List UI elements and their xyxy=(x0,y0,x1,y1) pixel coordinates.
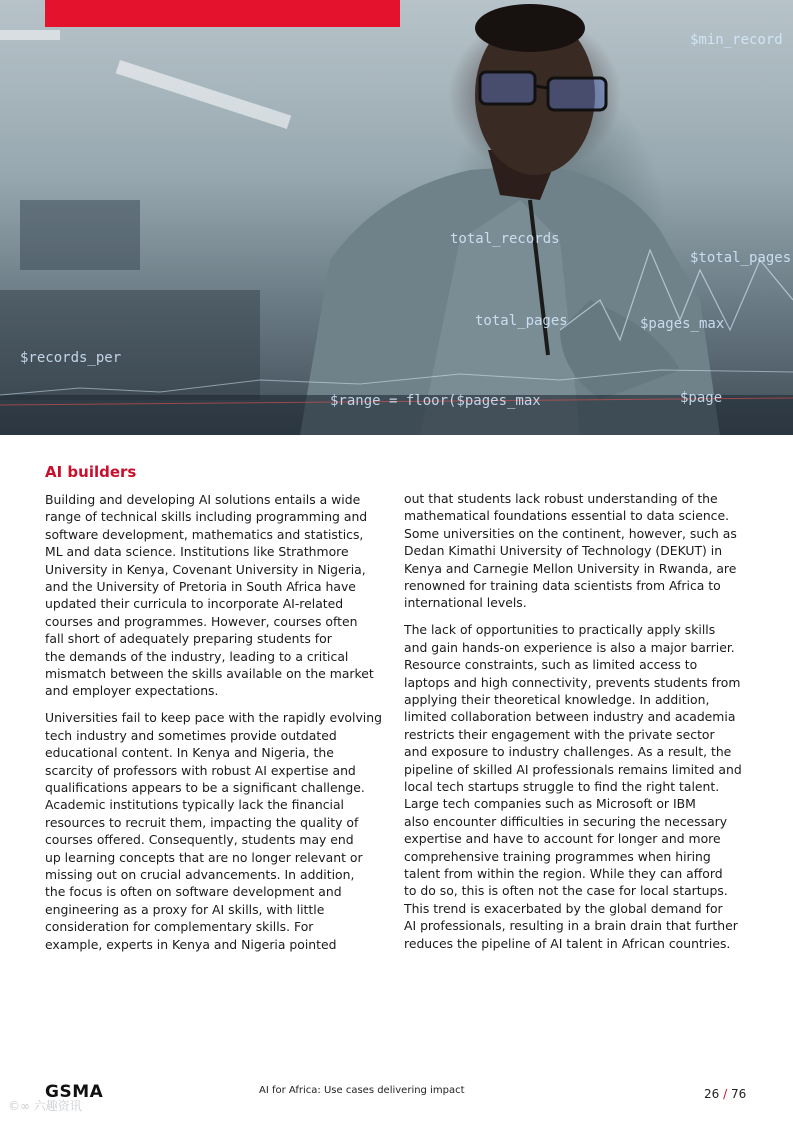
overlay-code-4: $pages_max xyxy=(640,316,725,332)
overlay-code-7: $records_per xyxy=(20,350,122,366)
right-paragraph-1: out that students lack robust understanding of the mathematical foundations essential to data science. Some universities on the continent, however, such as Dedan Kimathi University of Technology (DEKUT) in Kenya and Carnegie Mellon University in Rwanda, are renowned for training data scientists from Africa to international levels. xyxy=(404,491,737,611)
overlay-code-1: $min_record xyxy=(690,32,783,48)
page-total: 76 xyxy=(730,1087,747,1101)
overlay-code-2: total_records xyxy=(450,231,560,247)
overlay-code-3: $total_pages xyxy=(690,250,792,266)
page-number xyxy=(704,1087,746,1101)
right-column xyxy=(404,490,754,962)
gsma-logo: GSMA xyxy=(45,1082,104,1102)
page-current: 26 xyxy=(704,1087,720,1101)
right-paragraph-2: The lack of opportunities to practically apply skills and gain hands-on experience is also a major barrier. Resource constraints, such as limited access to laptops and high connectivity, prevents students from applying their theoretical knowledge. In addition, limited collaboration between industry and academia restricts their engagement with the private sector and exposure to industry challenges. As a result, the pipeline of skilled AI professionals remains limited and local tech startups struggle to find the right talent. Large tech companies such as Microsoft or IBM also encounter difficulties in securing the necessary expertise and have to account for longer and more comprehensive training programmes when hiring talent from within the region. While they can afford to do so, this is often not the case for local startups. This trend is exacerbated by the global demand for AI professionals, resulting in a brain drain that further reduces the pipeline of AI talent in African countries. xyxy=(404,622,742,951)
left-paragraph-1: Building and developing AI solutions entails a wide range of technical skills including programming and software development, mathematics and statistics, ML and data science. Institutions like Strathmore University in Kenya, Covenant University in Nigeria, and the University of Pretoria in South Africa have updated their curricula to incorporate AI-related courses and programmes. However, courses often fall short of adequately preparing students for the demands of the industry, leading to a critical mismatch between the skills available on the market and employer expectations. xyxy=(45,492,374,699)
footer-document-title: AI for Africa: Use cases delivering impact xyxy=(259,1085,465,1096)
left-column xyxy=(45,491,393,963)
accent-bar xyxy=(45,0,400,27)
hero-photo xyxy=(0,0,793,435)
hero-illustration xyxy=(0,0,793,435)
overlay-code-8: $page xyxy=(680,390,723,406)
overlay-code-6: total_pages xyxy=(475,313,568,329)
left-paragraph-2: Universities fail to keep pace with the rapidly evolving tech industry and sometimes provide outdated educational content. In Kenya and Nigeria, the scarcity of professors with robust AI expertise and qualifications appears to be a significant challenge. Academic institutions typically lack the financial resources to recruit them, impacting the quality of courses offered. Consequently, students may end up learning concepts that are no longer relevant or missing out on crucial advancements. In addition, the focus is often on software development and engineering as a proxy for AI skills, with little consideration for complementary skills. For example, experts in Kenya and Nigeria pointed xyxy=(45,710,382,952)
section-heading: AI builders xyxy=(45,463,137,481)
watermark: ©∞ 六趣资讯 xyxy=(8,1099,82,1113)
overlay-code-5: $range = floor($pages_max xyxy=(330,393,541,409)
page-separator: / xyxy=(723,1087,728,1101)
